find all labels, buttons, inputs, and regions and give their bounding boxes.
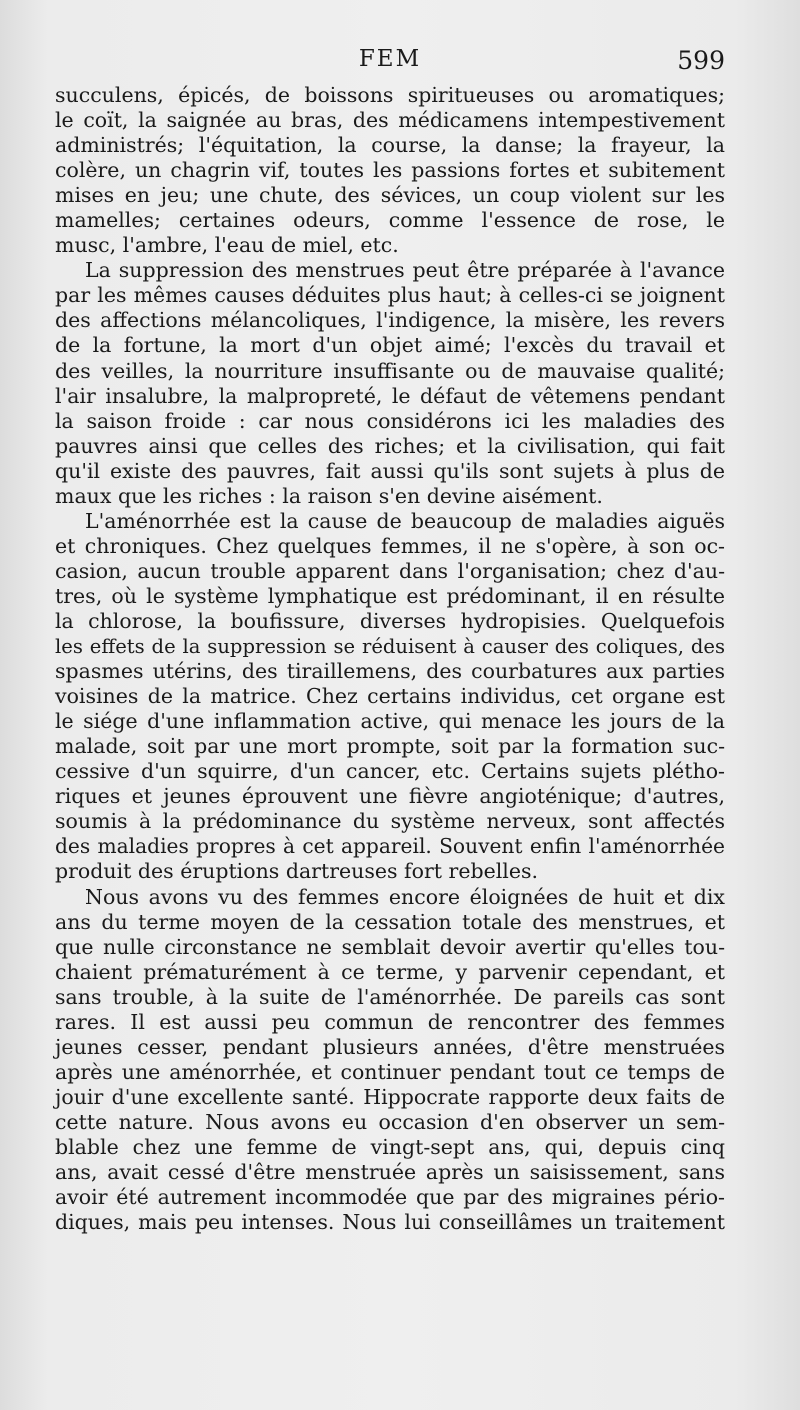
text-line: mamelles; certaines odeurs, comme l'essence de rose, le [55,208,725,233]
text-line: jeunes cesser, pendant plusieurs années, d'être menstruées [55,1034,725,1059]
text-line: spasmes utérins, des tiraillemens, des courbatures aux parties [55,659,725,684]
paragraph-first-line: La suppression des menstrues peut être préparée à l'avance [85,258,725,283]
text-line: chaient prématurément à ce terme, y parvenir cependant, et [55,959,725,984]
page-number: 599 [677,46,725,75]
page-header [55,46,725,82]
text-line: des affections mélancoliques, l'indigence, la misère, les revers [55,308,725,333]
running-head: FEM [358,46,422,72]
text-line: musc, l'ambre, l'eau de miel, etc. [55,233,399,258]
text-line: de la fortune, la mort d'un objet aimé; l'excès du travail et [55,333,725,358]
text-line: rares. Il est aussi peu commun de rencontrer des femmes [55,1009,725,1034]
text-line: voisines de la matrice. Chez certains individus, cet organe est [55,684,725,709]
text-line: produit des éruptions dartreuses fort rebelles. [55,859,538,884]
text-line: succulens, épicés, de boissons spiritueuses ou aromatiques; [55,83,725,107]
text-line: qu'il existe des pauvres, fait aussi qu'ils sont sujets à plus de [55,458,725,483]
text-line: des maladies propres à cet appareil. Souvent enfin l'aménorrhée [55,834,725,859]
text-line: colère, un chagrin vif, toutes les passions fortes et subitement [55,158,725,183]
text-line: mises en jeu; une chute, des sévices, un coup violent sur les [55,183,725,208]
text-line: administrés; l'équitation, la course, la danse; la frayeur, la [55,133,725,158]
text-line: maux que les riches : la raison s'en devine aisément. [55,483,603,508]
text-line: blable chez une femme de vingt-sept ans, qui, depuis cinq [55,1134,725,1159]
text-line: que nulle circonstance ne semblait devoir avertir qu'elles tou- [55,934,725,959]
text-line: malade, soit par une mort prompte, soit par la formation suc- [55,734,725,759]
text-line: le coït, la saignée au bras, des médicamens intempestivement [55,108,725,133]
text-line: cette nature. Nous avons eu occasion d'en observer un sem- [55,1109,725,1134]
text-line: diques, mais peu intenses. Nous lui conseillâmes un traitement [55,1210,725,1235]
text-line: après une aménorrhée, et continuer pendant tout ce temps de [55,1059,725,1084]
text-line: la chlorose, la boufissure, diverses hydropisies. Quelquefois [55,608,725,633]
text-line: les effets de la suppression se réduisent à causer des coliques, des [55,635,725,659]
text-line: le siége d'une inflammation active, qui menace les jours de la [55,709,725,734]
text-line: l'air insalubre, la malpropreté, le défaut de vêtemens pendant [55,383,725,408]
text-line: des veilles, la nourriture insuffisante ou de mauvaise qualité; [55,358,725,383]
text-line: cessive d'un squirre, d'un cancer, etc. Certains sujets plétho- [55,759,725,784]
text-line: ans, avait cessé d'être menstruée après un saisissement, sans [55,1160,725,1185]
text-line: ans du terme moyen de la cessation totale des menstrues, et [55,909,725,934]
text-line: jouir d'une excellente santé. Hippocrate rapporte deux faits de [55,1084,725,1109]
text-line: tres, où le système lymphatique est prédominant, il en résulte [55,583,725,608]
body-text [55,83,725,1235]
text-line: pauvres ainsi que celles des riches; et la civilisation, qui fait [55,433,725,458]
text-line: soumis à la prédominance du système nerveux, sont affectés [55,809,725,834]
text-line: la saison froide : car nous considérons ici les maladies des [55,408,725,433]
text-line: riques et jeunes éprouvent une fièvre angioténique; d'autres, [55,784,725,809]
paragraph-first-line: Nous avons vu des femmes encore éloignées de huit et dix [85,884,725,909]
text-line: casion, aucun trouble apparent dans l'organisation; chez d'au- [55,558,725,583]
paragraph-first-line: L'aménorrhée est la cause de beaucoup de maladies aiguës [85,508,725,533]
text-line: et chroniques. Chez quelques femmes, il ne s'opère, à son oc- [55,533,725,558]
text-line: sans trouble, à la suite de l'aménorrhée. De pareils cas sont [55,984,725,1009]
text-line: par les mêmes causes déduites plus haut; à celles-ci se joignent [55,283,725,308]
text-line: avoir été autrement incommodée que par des migraines pério- [55,1185,725,1210]
